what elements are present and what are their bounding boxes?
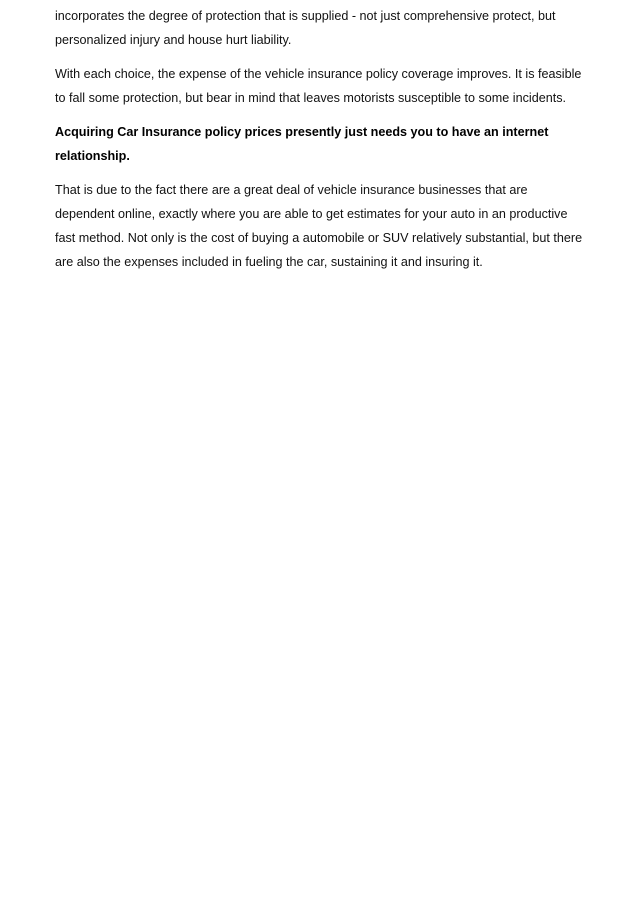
paragraph-online-estimates: That is due to the fact there are a great deal of vehicle insurance businesses that are dependent online, exactly where you are able to get estimates for your auto in an productive fast method. Not only is the cost of buying a automobile or SUV relatively substantial, but there are also the expenses included in fueling the car, sustaining it and insuring it. — [55, 183, 583, 269]
paragraph-coverage-expense: With each choice, the expense of the vehicle insurance policy coverage improves. It is feasible to fall some protection, but bear in mind that leaves motorists susceptible to some incidents. — [55, 67, 582, 105]
document-body — [55, 4, 585, 284]
section-heading: Acquiring Car Insurance policy prices presently just needs you to have an internet relationship. — [55, 125, 549, 163]
paragraph-coverage-scope: incorporates the degree of protection that is supplied - not just comprehensive protect, but personalized injury and house hurt liability. — [55, 9, 556, 47]
